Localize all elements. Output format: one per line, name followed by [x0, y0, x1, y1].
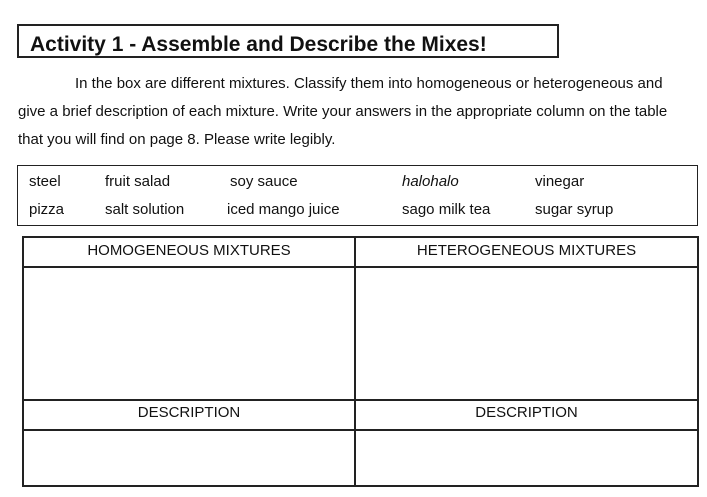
word-soy-sauce: soy sauce [230, 173, 298, 190]
heterogeneous-description-label: DESCRIPTION [475, 404, 578, 421]
heterogeneous-header: HETEROGENEOUS MIXTURES [416, 242, 637, 259]
heterogeneous-description-area[interactable] [356, 431, 697, 485]
word-sago-milk-tea: sago milk tea [402, 201, 491, 218]
word-sugar-syrup: sugar syrup [535, 201, 614, 218]
word-halohalo: halohalo [402, 173, 459, 190]
word-salt-solution: salt solution [105, 201, 185, 218]
word-vinegar: vinegar [535, 173, 585, 190]
homogeneous-header: HOMOGENEOUS MIXTURES [87, 242, 291, 259]
mixture-word-box [17, 165, 698, 226]
homogeneous-description-area[interactable] [24, 431, 354, 485]
word-iced-mango-juice: iced mango juice [227, 201, 340, 218]
heterogeneous-answer-area[interactable] [356, 268, 697, 399]
instructions-paragraph [18, 70, 707, 154]
homogeneous-description-label: DESCRIPTION [137, 404, 241, 421]
homogeneous-answer-area[interactable] [24, 268, 354, 399]
word-fruit-salad: fruit salad [105, 173, 171, 190]
activity-title: Activity 1 - Assemble and Describe the Mixes! [30, 33, 487, 56]
instructions-line-1: In the box are different mixtures. Classify them into homogeneous or heterogeneous and [75, 75, 663, 92]
instructions-line-3: that you will find on page 8. Please write legibly. [18, 131, 336, 148]
word-steel: steel [29, 173, 61, 190]
activity-title-box [17, 24, 559, 58]
table-description-top-divider [24, 399, 697, 401]
word-pizza: pizza [29, 201, 65, 218]
answer-table [22, 236, 699, 487]
instructions-line-2: give a brief description of each mixture. Write your answers in the appropriate column on the table [18, 103, 668, 120]
